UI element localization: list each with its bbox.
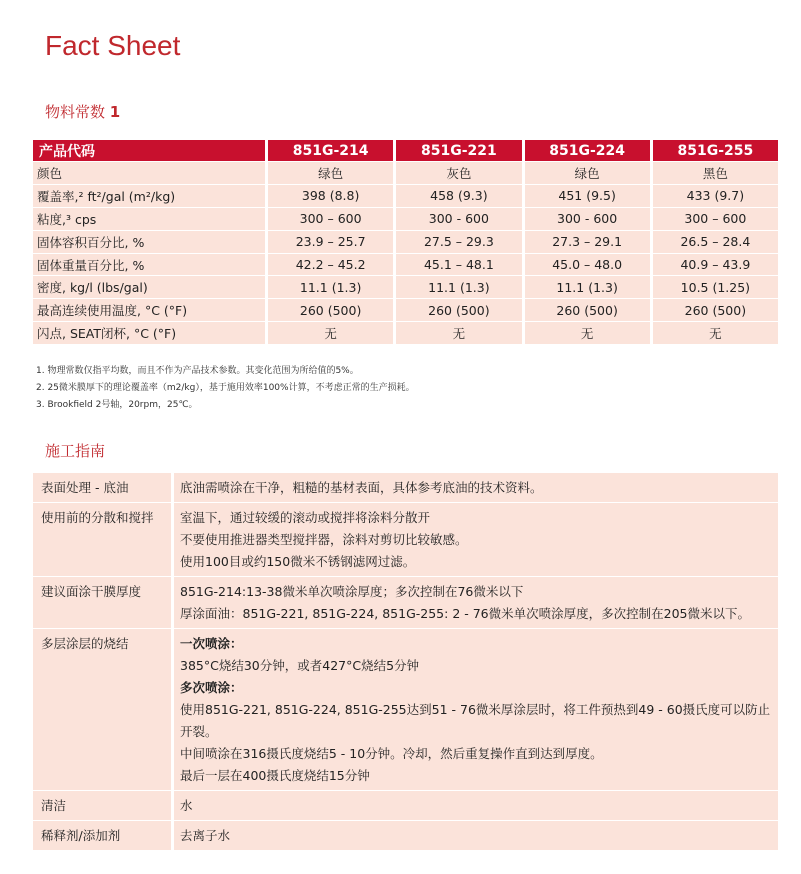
table-cell: 300 – 600: [265, 208, 393, 230]
table-cell: 398 (8.8): [265, 185, 393, 207]
table-cell: 260 (500): [522, 299, 650, 321]
table-cell: 260 (500): [393, 299, 521, 321]
table-cell: [174, 577, 778, 628]
table-row: [33, 299, 778, 321]
table-cell: 45.1 – 48.1: [393, 254, 521, 276]
row-label: 多层涂层的烧结: [33, 629, 174, 790]
text-line: 不要使用推进器类型搅拌器，涂料对剪切比较敏感。: [180, 532, 468, 547]
table-cell: 11.1 (1.3): [393, 276, 521, 298]
table-cell: 绿色: [522, 162, 650, 184]
footnote: 3. Brookfield 2号轴，20rpm，25℃。: [36, 400, 198, 410]
properties-table: [33, 139, 778, 345]
header-cell: 851G-221: [393, 140, 521, 161]
table-cell: 23.9 – 25.7: [265, 231, 393, 253]
table-cell: 灰色: [393, 162, 521, 184]
table-cell: 40.9 – 43.9: [650, 254, 778, 276]
table-cell: 绿色: [265, 162, 393, 184]
section-title-constants: 物料常数 1: [45, 103, 121, 121]
text-line: 使用100目或约150微米不锈钢滤网过滤。: [180, 554, 416, 569]
table-header-row: [33, 140, 778, 161]
header-cell: 产品代码: [33, 140, 265, 161]
page-title: Fact Sheet: [45, 30, 181, 61]
table-row: [33, 473, 778, 502]
text-line: 中间喷涂在316摄氏度烧结5 - 10分钟。冷却，然后重复操作直到达到厚度。: [180, 746, 603, 761]
row-label: 密度, kg/l (lbs/gal): [33, 276, 265, 298]
header-cell: 851G-255: [650, 140, 778, 161]
application-guide-table: [33, 472, 778, 851]
row-label: 固体重量百分比, %: [33, 254, 265, 276]
footnote: 1. 物理常数仅指平均数，而且不作为产品技术参数。其变化范围为所给值的5%。: [36, 366, 359, 376]
table-cell: 无: [265, 322, 393, 344]
table-row: [33, 162, 778, 184]
row-label: 固体容积百分比, %: [33, 231, 265, 253]
table-cell: 300 - 600: [522, 208, 650, 230]
row-label: 建议面涂干膜厚度: [33, 577, 174, 628]
table-cell: 260 (500): [650, 299, 778, 321]
subheading: 一次喷涂：: [180, 636, 243, 651]
text-line: 室温下，通过较缓的滚动或搅拌将涂料分散开: [180, 510, 431, 525]
table-cell: 458 (9.3): [393, 185, 521, 207]
table-cell: 42.2 – 45.2: [265, 254, 393, 276]
text-line: 385°C烧结30分钟，或者427°C烧结5分钟: [180, 658, 420, 673]
row-label: 最高连续使用温度, °C (°F): [33, 299, 265, 321]
row-label: 覆盖率,² ft²/gal (m²/kg): [33, 185, 265, 207]
row-label: 闪点, SEAT闭杯, °C (°F): [33, 322, 265, 344]
table-cell: 11.1 (1.3): [522, 276, 650, 298]
header-cell: 851G-214: [265, 140, 393, 161]
text-line: 厚涂面油：851G-221, 851G-224, 851G-255: 2 - 76微米单次喷涂厚度，多次控制在205微米以下。: [180, 606, 750, 621]
table-cell: [174, 473, 778, 502]
row-label: 清洁: [33, 791, 174, 820]
header-cell: 851G-224: [522, 140, 650, 161]
table-cell: 27.5 – 29.3: [393, 231, 521, 253]
table-row: [33, 322, 778, 344]
table-cell: [174, 503, 778, 576]
table-row: [33, 629, 778, 790]
table-cell: 27.3 – 29.1: [522, 231, 650, 253]
table-cell: 45.0 – 48.0: [522, 254, 650, 276]
row-label: 使用前的分散和搅拌: [33, 503, 174, 576]
table-row: [33, 503, 778, 576]
table-row: [33, 208, 778, 230]
row-label: 颜色: [33, 162, 265, 184]
table-row: [33, 276, 778, 298]
section-title-application: 施工指南: [45, 442, 106, 460]
table-cell: 300 – 600: [650, 208, 778, 230]
row-label: 表面处理 - 底油: [33, 473, 174, 502]
table-row: [33, 791, 778, 820]
table-cell: 433 (9.7): [650, 185, 778, 207]
table-cell: 11.1 (1.3): [265, 276, 393, 298]
table-cell: 260 (500): [265, 299, 393, 321]
table-cell: 无: [522, 322, 650, 344]
table-row: [33, 185, 778, 207]
table-row: [33, 821, 778, 850]
table-cell: 26.5 – 28.4: [650, 231, 778, 253]
table-row: [33, 254, 778, 276]
table-cell: [174, 629, 778, 790]
text-line: 底油需喷涂在干净，粗糙的基材表面，具体参考底油的技术资料。: [180, 480, 543, 495]
table-row: [33, 577, 778, 628]
text-line: 851G-214:13-38微米单次喷涂厚度；多次控制在76微米以下: [180, 584, 524, 599]
table-cell: 黑色: [650, 162, 778, 184]
table-row: [33, 231, 778, 253]
table-cell: 去离子水: [174, 821, 778, 850]
table-cell: 10.5 (1.25): [650, 276, 778, 298]
text-line: 最后一层在400摄氏度烧结15分钟: [180, 768, 370, 783]
text-paragraph: 使用851G-221, 851G-224, 851G-255达到51 - 76微米厚涂层时，将工件预热到49 - 60摄氏度可以防止开裂。: [180, 702, 771, 739]
subheading: 多次喷涂：: [180, 680, 243, 695]
table-cell: 无: [393, 322, 521, 344]
table-cell: 300 - 600: [393, 208, 521, 230]
table-cell: 无: [650, 322, 778, 344]
footnotes: [36, 363, 415, 414]
table-cell: 水: [174, 791, 778, 820]
row-label: 稀释剂/添加剂: [33, 821, 174, 850]
table-cell: 451 (9.5): [522, 185, 650, 207]
row-label: 粘度,³ cps: [33, 208, 265, 230]
footnote: 2. 25微米膜厚下的理论覆盖率（m2/kg），基于施用效率100%计算，不考虑正常的生产损耗。: [36, 383, 415, 393]
